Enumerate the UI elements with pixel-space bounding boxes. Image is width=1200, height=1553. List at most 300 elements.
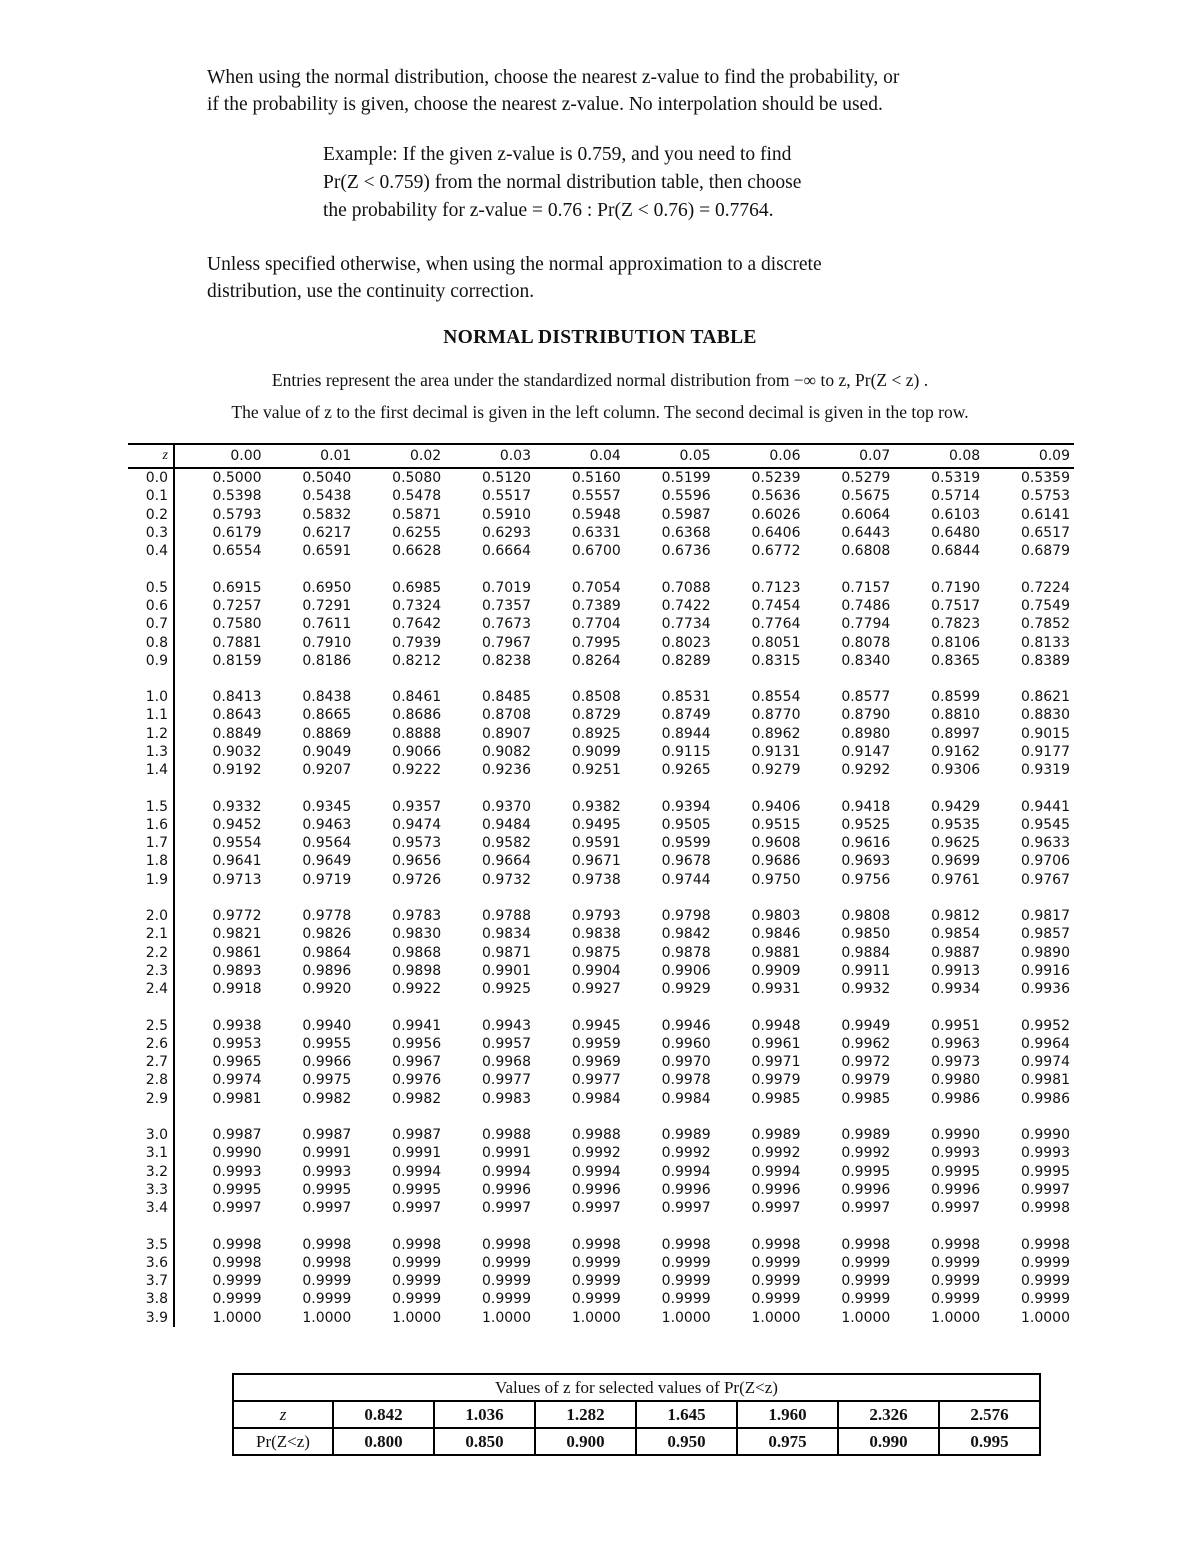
probability-cell: 0.8461 [392,689,442,706]
probability-cell: 0.6808 [841,543,891,560]
table-row [128,871,1074,889]
probability-cell: 0.9265 [661,762,711,779]
probability-cell: 0.9977 [482,1072,531,1089]
probability-cell: 0.9997 [302,1200,352,1217]
probability-cell: 1.0000 [392,1309,442,1326]
probability-cell: 0.9535 [931,816,981,833]
probability-cell: 0.9850 [841,926,891,943]
probability-cell: 0.6443 [841,525,891,542]
probability-cell: 0.9998 [482,1236,531,1253]
probability-cell: 0.9599 [661,835,711,852]
probability-cell: 0.6772 [751,543,801,560]
probability-cell: 0.9394 [661,798,711,815]
probability-cell: 0.9989 [841,1127,891,1144]
probability-cell: 0.9996 [931,1181,981,1198]
probability-cell: 0.9971 [751,1054,801,1071]
probability-cell: 0.9357 [392,798,442,815]
table-row [128,852,1074,870]
probability-cell: 0.6915 [212,579,262,596]
column-header: 0.07 [804,444,894,468]
table-row [128,980,1074,998]
probability-cell: 0.9945 [571,1017,621,1034]
probability-cell: 0.9846 [751,926,801,943]
probability-cell: 0.9998 [212,1254,262,1271]
probability-cell: 0.9999 [392,1291,442,1308]
probability-cell: 0.9251 [571,762,621,779]
table-row [128,1254,1074,1272]
probability-cell: 0.9909 [751,962,801,979]
probability-cell: 0.7123 [751,579,801,596]
probability-cell: 0.9418 [841,798,891,815]
probability-cell: 0.9993 [302,1163,352,1180]
probability-cell: 0.9999 [571,1273,621,1290]
continuity-note [207,251,1027,305]
table-row [128,944,1074,962]
probability-cell: 0.9994 [482,1163,531,1180]
probability-cell: 0.9896 [302,962,352,979]
column-header: 0.00 [174,444,266,468]
table-row [128,1181,1074,1199]
probability-cell: 0.9713 [212,871,262,888]
probability-cell: 0.8159 [212,652,262,669]
probability-cell: 0.9986 [1021,1090,1070,1107]
probability-cell: 0.9999 [751,1291,801,1308]
probability-cell: 0.9997 [661,1200,711,1217]
probability-cell: 0.9987 [302,1127,352,1144]
probability-cell: 0.9962 [841,1035,891,1052]
probability-cell: 0.7422 [661,597,711,614]
probability-cell: 0.9965 [212,1054,262,1071]
probability-cell: 0.9817 [1021,908,1070,925]
probability-cell: 0.9953 [212,1035,262,1052]
probability-cell: 0.5596 [661,488,711,505]
selected-pr-value: 0.800 [333,1428,434,1455]
probability-cell: 0.8289 [661,652,711,669]
probability-cell: 0.9994 [392,1163,442,1180]
probability-cell: 0.9999 [212,1291,262,1308]
probability-cell: 0.9998 [302,1254,352,1271]
probability-cell: 0.9948 [751,1017,801,1034]
z-value-cell: 1.6 [128,816,174,834]
probability-cell: 0.9975 [302,1072,352,1089]
probability-cell: 0.9974 [212,1072,262,1089]
probability-cell: 0.7019 [482,579,531,596]
probability-cell: 0.7764 [751,616,801,633]
probability-cell: 0.9838 [571,926,621,943]
probability-cell: 0.8980 [841,725,891,742]
z-value-cell: 0.9 [128,652,174,670]
selected-values-caption: Values of z for selected values of Pr(Z<z) [233,1374,1040,1401]
probability-cell: 0.6736 [661,543,711,560]
z-value-cell: 0.1 [128,487,174,505]
probability-cell: 0.9999 [571,1291,621,1308]
probability-cell: 0.7357 [482,597,531,614]
probability-cell: 0.9918 [212,981,262,998]
probability-cell: 0.5080 [392,470,442,487]
probability-cell: 0.7389 [571,597,621,614]
probability-cell: 0.9929 [661,981,711,998]
probability-cell: 0.8665 [302,707,352,724]
z-value-cell: 0.7 [128,615,174,633]
table-row [128,578,1074,596]
probability-cell: 0.9972 [841,1054,891,1071]
probability-cell: 0.9992 [571,1145,621,1162]
probability-cell: 0.9968 [482,1054,531,1071]
probability-cell: 0.9925 [482,981,531,998]
probability-cell: 0.6064 [841,506,891,523]
probability-cell: 0.5438 [302,488,352,505]
probability-cell: 0.9964 [1021,1035,1070,1052]
probability-cell: 0.9099 [571,744,621,760]
probability-cell: 0.6879 [1021,543,1070,560]
probability-cell: 0.9999 [482,1291,531,1308]
probability-cell: 0.8729 [571,707,621,724]
probability-cell: 0.9319 [1021,762,1070,779]
z-value-cell: 3.4 [128,1199,174,1217]
probability-cell: 0.6591 [302,543,352,560]
probability-cell: 0.8621 [1021,689,1070,706]
probability-cell: 0.9345 [302,798,352,815]
probability-cell: 0.9906 [661,962,711,979]
column-header: 0.08 [894,444,984,468]
z-value-cell: 3.1 [128,1144,174,1162]
probability-cell: 0.8106 [931,634,981,651]
probability-cell: 1.0000 [212,1309,262,1326]
probability-cell: 0.5120 [482,470,531,487]
probability-cell: 0.9966 [302,1054,352,1071]
probability-cell: 0.9992 [661,1145,711,1162]
column-header: 0.04 [535,444,625,468]
probability-cell: 1.0000 [661,1309,711,1326]
probability-cell: 0.9783 [392,908,442,925]
probability-cell: 0.9999 [571,1254,621,1271]
probability-cell: 0.9719 [302,871,352,888]
probability-cell: 0.9382 [571,798,621,815]
probability-cell: 0.6293 [482,525,531,542]
probability-cell: 0.9995 [841,1163,891,1180]
probability-cell: 0.9993 [931,1145,981,1162]
probability-cell: 0.9826 [302,926,352,943]
table-row [128,1199,1074,1217]
probability-cell: 0.9979 [841,1072,891,1089]
probability-cell: 0.9999 [841,1273,891,1290]
table-row [128,633,1074,651]
probability-cell: 0.9936 [1021,981,1070,998]
probability-cell: 0.5359 [1021,470,1070,487]
selected-z-value: 1.282 [535,1401,636,1428]
probability-cell: 0.9861 [212,944,262,961]
table-row [128,468,1074,487]
probability-cell: 0.9993 [1021,1145,1070,1162]
z-value-cell: 3.3 [128,1181,174,1199]
probability-cell: 0.9992 [841,1145,891,1162]
probability-cell: 0.9986 [931,1090,981,1107]
probability-cell: 0.8869 [302,725,352,742]
probability-cell: 0.9999 [482,1273,531,1290]
probability-cell: 0.9961 [751,1035,801,1052]
probability-cell: 0.6517 [1021,525,1070,542]
z-value-cell: 3.8 [128,1290,174,1308]
probability-cell: 0.9656 [392,853,442,870]
probability-cell: 0.9998 [931,1236,981,1253]
probability-cell: 0.9970 [661,1054,711,1071]
probability-cell: 0.7324 [392,597,442,614]
probability-cell: 0.9999 [931,1273,981,1290]
table-row [128,761,1074,779]
probability-cell: 0.8238 [482,652,531,669]
probability-cell: 0.9999 [751,1254,801,1271]
probability-cell: 0.9890 [1021,944,1070,961]
probability-cell: 0.9798 [661,908,711,925]
probability-cell: 0.9997 [931,1200,981,1217]
probability-cell: 1.0000 [841,1309,891,1326]
example-line-2: Pr(Z < 0.759) from the normal distribution table, then choose [323,172,802,193]
z-value-cell: 1.4 [128,761,174,779]
probability-cell: 0.9893 [212,962,262,979]
probability-cell: 0.9591 [571,835,621,852]
probability-cell: 0.5160 [571,470,621,487]
probability-cell: 0.9994 [661,1163,711,1180]
probability-cell: 0.6950 [302,579,352,596]
probability-cell: 0.8944 [661,725,711,742]
probability-cell: 0.9999 [1021,1273,1070,1290]
z-value-cell: 2.0 [128,907,174,925]
z-value-cell: 1.0 [128,688,174,706]
z-value-cell: 0.2 [128,506,174,524]
selected-z-value: 0.842 [333,1401,434,1428]
probability-cell: 0.9633 [1021,835,1070,852]
probability-cell: 0.9066 [392,744,442,760]
probability-cell: 0.8340 [841,652,891,669]
probability-cell: 0.7088 [661,579,711,596]
probability-cell: 0.9997 [841,1200,891,1217]
probability-cell: 0.9980 [931,1072,981,1089]
probability-cell: 0.9452 [212,816,262,833]
probability-cell: 0.7823 [931,616,981,633]
table-row [128,688,1074,706]
probability-cell: 0.9920 [302,981,352,998]
probability-cell: 1.0000 [571,1309,621,1326]
probability-cell: 0.9994 [571,1163,621,1180]
probability-cell: 0.9940 [302,1017,352,1034]
table-row [128,1035,1074,1053]
probability-cell: 0.9982 [302,1090,352,1107]
probability-cell: 0.8599 [931,689,981,706]
probability-cell: 0.9946 [661,1017,711,1034]
z-value-cell: 2.4 [128,980,174,998]
table-row [128,1272,1074,1290]
probability-cell: 0.8962 [751,725,801,742]
selected-z-value: 1.036 [434,1401,535,1428]
probability-cell: 0.9904 [571,962,621,979]
probability-cell: 0.5714 [931,488,981,505]
table-row [128,743,1074,761]
probability-cell: 0.9990 [212,1145,262,1162]
probability-cell: 0.9999 [661,1254,711,1271]
probability-cell: 0.7291 [302,597,352,614]
probability-cell: 0.7454 [751,597,801,614]
probability-cell: 0.9875 [571,944,621,961]
probability-cell: 0.8790 [841,707,891,724]
probability-cell: 0.9977 [571,1072,621,1089]
probability-cell: 0.6331 [571,525,621,542]
table-row [128,1144,1074,1162]
probability-cell: 0.5040 [302,470,352,487]
probability-cell: 0.9984 [571,1090,621,1107]
probability-cell: 1.0000 [482,1309,531,1326]
z-value-cell: 2.5 [128,1016,174,1034]
z-value-cell: 3.7 [128,1272,174,1290]
probability-cell: 0.5478 [392,488,442,505]
table-row [128,706,1074,724]
probability-cell: 0.9934 [931,981,981,998]
probability-cell: 0.9973 [931,1054,981,1071]
probability-cell: 0.9857 [1021,926,1070,943]
probability-cell: 0.8315 [751,652,801,669]
table-body [128,468,1074,1327]
selected-pr-value: 0.995 [939,1428,1040,1455]
probability-cell: 0.8888 [392,725,442,742]
z-value-cell: 3.2 [128,1163,174,1181]
z-value-cell: 3.9 [128,1309,174,1327]
group-spacer [128,1108,1074,1126]
z-value-cell: 0.5 [128,578,174,596]
selected-z-row [233,1401,1040,1428]
probability-cell: 0.8708 [482,707,531,724]
probability-cell: 0.9996 [751,1181,801,1198]
table-row [128,1071,1074,1089]
probability-cell: 0.7611 [302,616,352,633]
probability-cell: 0.9951 [931,1017,981,1034]
probability-cell: 0.5675 [841,488,891,505]
probability-cell: 0.5398 [212,488,262,505]
probability-cell: 0.9995 [212,1181,262,1198]
selected-values-table [232,1373,1041,1456]
probability-cell: 0.9987 [212,1127,262,1144]
probability-cell: 0.5557 [571,488,621,505]
probability-cell: 0.6628 [392,543,442,560]
probability-cell: 0.9608 [751,835,801,852]
group-spacer [128,779,1074,797]
probability-cell: 0.8925 [571,725,621,742]
group-spacer [128,560,1074,578]
probability-cell: 0.8508 [571,689,621,706]
z-value-cell: 2.1 [128,925,174,943]
probability-cell: 0.9732 [482,871,531,888]
probability-cell: 1.0000 [931,1309,981,1326]
probability-cell: 0.9082 [482,744,531,760]
z-value-cell: 1.9 [128,871,174,889]
probability-cell: 0.5871 [392,506,442,523]
table-row [128,597,1074,615]
probability-cell: 0.9686 [751,853,801,870]
probability-cell: 0.9997 [392,1200,442,1217]
probability-cell: 0.7054 [571,579,621,596]
example-line-3: the probability for z-value = 0.76 : Pr(Z < 0.76) = 0.7764. [323,200,774,221]
probability-cell: 0.9998 [1021,1236,1070,1253]
column-header: 0.06 [715,444,805,468]
probability-cell: 0.9901 [482,962,531,979]
probability-cell: 0.9406 [751,798,801,815]
probability-cell: 0.6700 [571,543,621,560]
probability-cell: 0.8264 [571,652,621,669]
probability-cell: 0.9878 [661,944,711,961]
probability-cell: 0.9989 [751,1127,801,1144]
probability-cell: 0.9943 [482,1017,531,1034]
z-value-cell: 0.0 [128,468,174,487]
probability-cell: 1.0000 [1021,1309,1070,1326]
probability-cell: 0.9967 [392,1054,442,1071]
probability-cell: 0.9991 [392,1145,442,1162]
probability-cell: 0.7794 [841,616,891,633]
probability-cell: 0.7517 [931,597,981,614]
probability-cell: 0.9641 [212,853,262,870]
probability-cell: 0.9999 [661,1273,711,1290]
probability-cell: 0.9744 [661,871,711,888]
probability-cell: 0.9854 [931,926,981,943]
probability-cell: 0.9985 [841,1090,891,1107]
probability-cell: 0.8413 [212,689,262,706]
probability-cell: 0.9750 [751,871,801,888]
probability-cell: 0.9995 [392,1181,442,1198]
probability-cell: 0.9999 [212,1273,262,1290]
probability-cell: 0.8078 [841,634,891,651]
probability-cell: 0.9887 [931,944,981,961]
probability-cell: 0.9996 [571,1181,621,1198]
table-row [128,1235,1074,1253]
probability-cell: 0.8389 [1021,652,1070,669]
z-value-cell: 1.2 [128,725,174,743]
probability-cell: 0.9995 [302,1181,352,1198]
probability-cell: 0.8810 [931,707,981,724]
probability-cell: 0.9998 [1021,1200,1070,1217]
probability-cell: 0.9999 [302,1291,352,1308]
probability-cell: 0.7486 [841,597,891,614]
probability-cell: 0.6844 [931,543,981,560]
group-spacer [128,998,1074,1016]
probability-cell: 0.9990 [1021,1127,1070,1144]
probability-cell: 0.7995 [571,634,621,651]
probability-cell: 0.8997 [931,725,981,742]
probability-cell: 0.9616 [841,835,891,852]
probability-cell: 0.9332 [212,798,262,815]
probability-cell: 0.6480 [931,525,981,542]
probability-cell: 0.9279 [751,762,801,779]
probability-cell: 0.9988 [482,1127,531,1144]
z-value-cell: 0.8 [128,633,174,651]
probability-cell: 0.5239 [751,470,801,487]
probability-cell: 0.5636 [751,488,801,505]
probability-cell: 0.6664 [482,543,531,560]
probability-cell: 0.9999 [1021,1254,1070,1271]
probability-cell: 0.5753 [1021,488,1070,505]
probability-cell: 0.9999 [931,1254,981,1271]
intro-paragraph [207,64,1027,118]
probability-cell: 0.9664 [482,853,531,870]
probability-cell: 0.5832 [302,506,352,523]
probability-cell: 0.7157 [841,579,891,596]
z-value-cell: 1.5 [128,797,174,815]
table-row [128,1163,1074,1181]
probability-cell: 0.9985 [751,1090,801,1107]
probability-cell: 0.9976 [392,1072,442,1089]
probability-cell: 0.8749 [661,707,711,724]
table-row [128,1290,1074,1308]
probability-cell: 0.6179 [212,525,262,542]
probability-cell: 0.9999 [302,1273,352,1290]
probability-cell: 0.9625 [931,835,981,852]
probability-cell: 0.8186 [302,652,352,669]
